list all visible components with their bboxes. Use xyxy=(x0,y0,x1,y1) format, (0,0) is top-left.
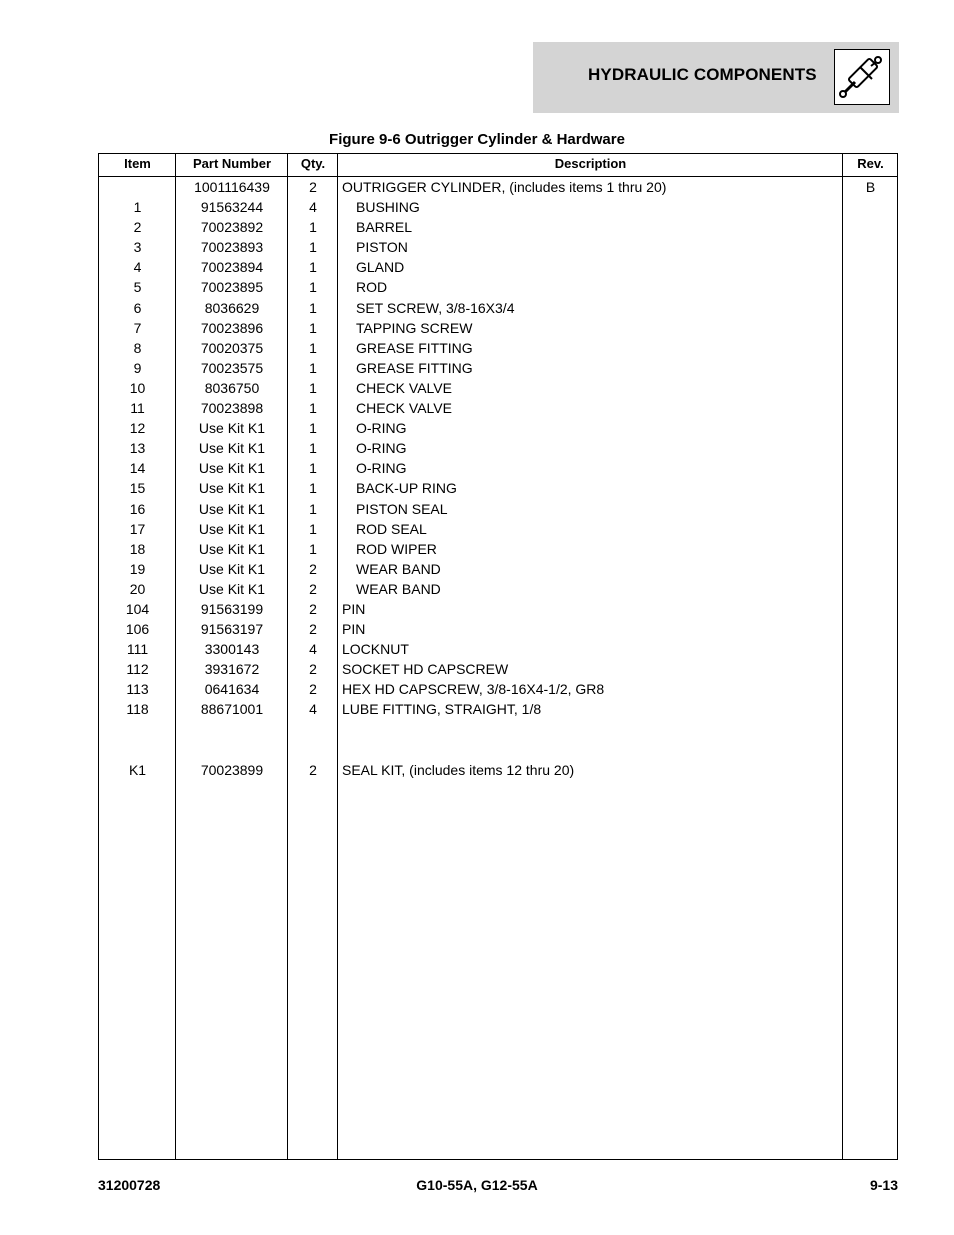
item-cell: 11 xyxy=(130,400,145,417)
part-number-cell: 70023893 xyxy=(200,239,264,256)
description-cell: CHECK VALVE xyxy=(356,379,452,396)
table-row xyxy=(99,478,897,498)
qty-cell: 4 xyxy=(309,199,317,216)
part-number-cell: 8036629 xyxy=(204,299,260,316)
table-row xyxy=(99,619,897,639)
part-number-cell: 70023575 xyxy=(200,359,264,376)
qty-cell: 1 xyxy=(309,339,317,356)
description-cell: BACK-UP RING xyxy=(356,480,457,497)
table-row xyxy=(99,659,897,679)
qty-cell: 1 xyxy=(309,359,317,376)
description-cell: WEAR BAND xyxy=(356,560,441,577)
description-cell: WEAR BAND xyxy=(356,580,441,597)
table-row xyxy=(99,177,897,197)
part-number-cell: 3300143 xyxy=(204,641,260,658)
qty-cell: 2 xyxy=(309,661,317,678)
table-row xyxy=(99,760,897,780)
part-number-cell: 91563199 xyxy=(200,600,264,617)
part-number-cell: Use Kit K1 xyxy=(198,560,266,577)
qty-cell: 1 xyxy=(309,379,317,396)
qty-cell: 1 xyxy=(309,520,317,537)
description-cell: PIN xyxy=(342,621,366,638)
table-row xyxy=(99,197,897,217)
item-cell: 4 xyxy=(133,259,142,276)
description-cell: PISTON SEAL xyxy=(356,500,448,517)
description-cell: BUSHING xyxy=(356,199,420,216)
item-cell: 20 xyxy=(129,580,146,597)
qty-cell: 2 xyxy=(309,600,317,617)
qty-cell: 2 xyxy=(309,560,317,577)
part-number-cell: 70023895 xyxy=(200,279,264,296)
qty-cell: 2 xyxy=(309,580,317,597)
item-cell: 9 xyxy=(133,359,142,376)
description-cell: ROD SEAL xyxy=(356,520,427,537)
part-number-cell: Use Kit K1 xyxy=(198,580,266,597)
item-cell: 13 xyxy=(129,440,146,457)
part-number-cell: 1001116439 xyxy=(194,179,270,195)
part-number-cell: 88671001 xyxy=(200,701,264,718)
description-cell: GREASE FITTING xyxy=(356,339,473,356)
description-cell: HEX HD CAPSCREW, 3/8-16X4-1/2, GR8 xyxy=(342,681,605,698)
description-cell: PIN xyxy=(342,600,366,617)
table-row xyxy=(99,699,897,719)
description-cell: ROD WIPER xyxy=(356,540,437,557)
item-cell: 104 xyxy=(125,600,150,617)
qty-cell: 1 xyxy=(309,420,317,437)
qty-cell: 1 xyxy=(309,400,317,417)
column-header-qty: Qty. xyxy=(300,156,326,171)
item-cell: 18 xyxy=(129,540,146,557)
description-cell: CHECK VALVE xyxy=(356,400,452,417)
part-number-cell: 3931672 xyxy=(204,661,260,678)
part-number-cell: Use Kit K1 xyxy=(198,500,266,517)
item-cell: 111 xyxy=(126,641,149,658)
part-number-cell: Use Kit K1 xyxy=(198,480,266,497)
qty-cell: 2 xyxy=(309,621,317,638)
description-cell: LOCKNUT xyxy=(342,641,409,658)
item-cell: 14 xyxy=(129,460,146,477)
section-title: HYDRAULIC COMPONENTS xyxy=(588,65,817,84)
description-cell: O-RING xyxy=(356,440,407,457)
table-row xyxy=(99,358,897,378)
table-row xyxy=(99,639,897,659)
part-number-cell: 91563244 xyxy=(200,199,264,216)
description-cell: BARREL xyxy=(356,219,413,236)
item-cell: 15 xyxy=(129,480,146,497)
part-number-cell: 70023899 xyxy=(200,761,264,778)
description-cell: OUTRIGGER CYLINDER, (includes items 1 thru 20) xyxy=(342,179,667,195)
table-row xyxy=(99,237,897,257)
qty-cell: 1 xyxy=(309,219,317,236)
description-cell: O-RING xyxy=(356,420,407,437)
table-row xyxy=(99,418,897,438)
part-number-cell: Use Kit K1 xyxy=(198,520,266,537)
item-cell: 7 xyxy=(133,319,142,336)
part-number-cell: 70023896 xyxy=(200,319,264,336)
column-header-part-number: Part Number xyxy=(192,156,272,171)
description-cell: TAPPING SCREW xyxy=(356,319,473,336)
item-cell: 118 xyxy=(126,701,149,718)
description-cell: GREASE FITTING xyxy=(356,359,473,376)
document-number: 31200728 xyxy=(98,1177,161,1193)
qty-cell: 1 xyxy=(309,540,317,557)
figure-title: Figure 9-6 Outrigger Cylinder & Hardware xyxy=(329,131,625,148)
column-header-description: Description xyxy=(554,156,627,171)
table-row xyxy=(99,458,897,478)
table-row xyxy=(99,539,897,559)
qty-cell: 2 xyxy=(309,179,317,195)
page-number: 9-13 xyxy=(869,1177,898,1193)
table-row xyxy=(99,559,897,579)
description-cell: SET SCREW, 3/8-16X3/4 xyxy=(356,299,515,316)
item-cell: K1 xyxy=(128,761,147,778)
description-cell: O-RING xyxy=(356,460,407,477)
hydraulic-cylinder-icon xyxy=(834,49,890,105)
item-cell: 19 xyxy=(129,560,146,577)
qty-cell: 2 xyxy=(309,681,317,698)
qty-cell: 2 xyxy=(309,761,317,778)
table-row xyxy=(99,257,897,277)
item-cell: 12 xyxy=(129,420,146,437)
table-row xyxy=(99,277,897,297)
part-number-cell: Use Kit K1 xyxy=(198,440,266,457)
part-number-cell: 70023894 xyxy=(200,259,264,276)
table-row xyxy=(99,679,897,699)
item-cell: 3 xyxy=(133,239,142,256)
qty-cell: 1 xyxy=(309,299,317,316)
qty-cell: 1 xyxy=(309,279,317,296)
column-header-rev: Rev. xyxy=(857,156,884,171)
description-cell: SOCKET HD CAPSCREW xyxy=(342,661,509,678)
table-row xyxy=(99,298,897,318)
part-number-cell: 70023892 xyxy=(200,219,264,236)
part-number-cell: 91563197 xyxy=(200,621,264,638)
qty-cell: 4 xyxy=(309,641,317,658)
qty-cell: 1 xyxy=(309,500,317,517)
table-row xyxy=(99,740,897,760)
table-row xyxy=(99,318,897,338)
column-header-item: Item xyxy=(124,156,151,171)
item-cell: 5 xyxy=(133,279,142,296)
table-row xyxy=(99,720,897,740)
description-cell: ROD xyxy=(356,279,388,296)
item-cell: 113 xyxy=(126,681,149,698)
item-cell: 8 xyxy=(133,339,142,356)
qty-cell: 1 xyxy=(309,239,317,256)
table-row xyxy=(99,217,897,237)
description-cell: SEAL KIT, (includes items 12 thru 20) xyxy=(342,761,575,778)
qty-cell: 1 xyxy=(309,319,317,336)
part-number-cell: 70020375 xyxy=(200,339,264,356)
item-cell: 112 xyxy=(126,661,149,678)
item-cell: 106 xyxy=(125,621,150,638)
table-row xyxy=(99,378,897,398)
table-body xyxy=(99,177,897,780)
parts-table xyxy=(98,153,898,1160)
part-number-cell: Use Kit K1 xyxy=(198,540,266,557)
part-number-cell: 70023898 xyxy=(200,400,264,417)
qty-cell: 1 xyxy=(309,480,317,497)
rev-cell: B xyxy=(865,179,876,195)
qty-cell: 1 xyxy=(309,259,317,276)
table-row xyxy=(99,499,897,519)
table-row xyxy=(99,519,897,539)
table-row xyxy=(99,338,897,358)
item-cell: 1 xyxy=(133,199,142,216)
description-cell: GLAND xyxy=(356,259,405,276)
part-number-cell: Use Kit K1 xyxy=(198,420,266,437)
qty-cell: 4 xyxy=(309,701,317,718)
part-number-cell: 0641634 xyxy=(204,681,260,698)
item-cell: 10 xyxy=(129,379,146,396)
qty-cell: 1 xyxy=(309,460,317,477)
table-row xyxy=(99,438,897,458)
model-numbers: G10-55A, G12-55A xyxy=(416,1177,538,1193)
item-cell: 17 xyxy=(129,520,146,537)
item-cell: 2 xyxy=(133,219,142,236)
table-row xyxy=(99,599,897,619)
table-row xyxy=(99,398,897,418)
description-cell: LUBE FITTING, STRAIGHT, 1/8 xyxy=(342,701,542,718)
part-number-cell: Use Kit K1 xyxy=(198,460,266,477)
qty-cell: 1 xyxy=(309,440,317,457)
part-number-cell: 8036750 xyxy=(204,379,260,396)
item-cell: 6 xyxy=(133,299,142,316)
section-header xyxy=(533,42,899,113)
description-cell: PISTON xyxy=(356,239,408,256)
item-cell: 16 xyxy=(129,500,146,517)
table-row xyxy=(99,579,897,599)
